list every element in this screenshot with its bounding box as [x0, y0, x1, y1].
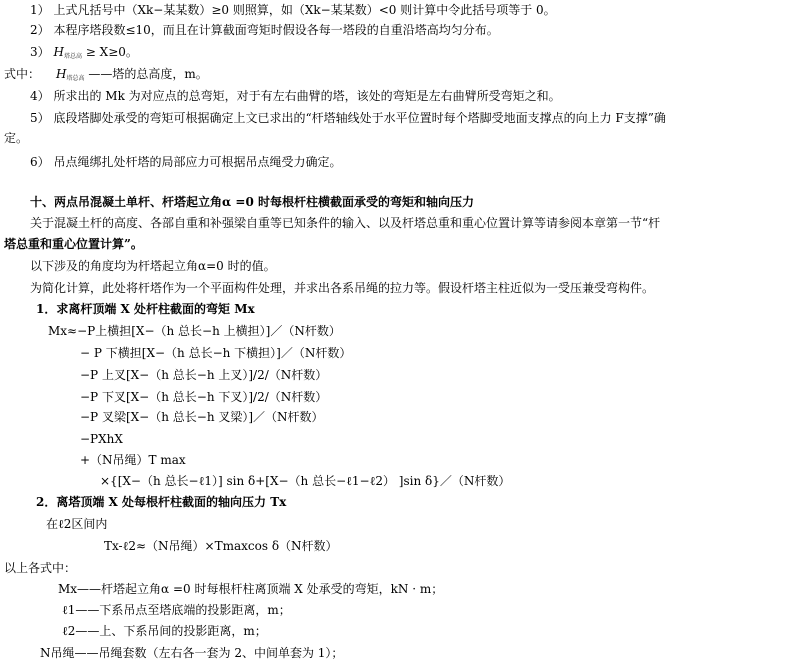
note-1: 1） 上式凡括号中（Xk−某某数）≥0 则照算，如（Xk−某某数）<0 则计算中令此括号项等于 0。	[30, 3, 556, 17]
where-def-H: $H_{塔总高}$ ——塔的总高度，m。	[56, 67, 208, 82]
formula-line-8: ×{[X−（h 总长−ℓ1）] sin δ+[X−（h 总长−ℓ1−ℓ2） ]sin δ}／（N杆数）	[100, 474, 511, 488]
section-heading: 十、两点吊混凝土单杆、杆塔起立角α =0 时每根杆柱横截面承受的弯矩和轴向压力	[30, 195, 474, 209]
note-4: 4） 所求出的 Mk 为对应点的总弯矩，对于有左右曲臂的塔，该处的弯矩是左右曲臂所受弯矩之和。	[30, 89, 561, 103]
section-intro-line1: 关于混凝土杆的高度、各部自重和补强梁自重等已知条件的输入、以及杆塔总重和重心位置计算等请参阅本章第一节“杆	[30, 216, 661, 230]
formula-line-2: − P 下横担[X−（h 总长−h 下横担）]／（N杆数）	[80, 346, 352, 360]
where-label: 式中：	[4, 67, 41, 81]
subsection-1-heading: 1．求离杆顶端 X 处杆柱截面的弯矩 Mx	[36, 302, 255, 316]
subsection-2-interval: 在ℓ2区间内	[46, 517, 108, 531]
section-para-2: 为简化计算，此处将杆塔作为一个平面构件处理，并求出各系吊绳的拉力等。假设杆塔主柱近似为一受压兼受弯构件。	[30, 281, 655, 295]
formula-line-1: Mx≈−P上横担[X−（h 总长−h 上横担）]／（N杆数）	[48, 324, 341, 338]
note-5: 5） 底段塔脚处承受的弯矩可根据确定上文已求出的“杆塔轴线处于水平位置时每个塔脚受地面支撑点的向上力 F支撑”确	[30, 111, 666, 125]
def-N: N吊绳——吊绳套数（左右各一套为 2、中间单套为 1）；	[40, 646, 344, 660]
formula-line-5: −P 叉梁[X−（h 总长−h 叉梁）]／（N杆数）	[80, 410, 324, 424]
def-Mx: Mx——杆塔起立角α =0 时每根杆柱离顶端 X 处承受的弯矩，kN · m；	[58, 582, 444, 596]
note-2: 2） 本程序塔段数≤10，而且在计算截面弯矩时假设各每一塔段的自重沿塔高均匀分布。	[30, 23, 499, 37]
formula-line-4: −P 下叉[X−（h 总长−h 下叉）]/2/（N杆数）	[80, 390, 328, 404]
def-l2: ℓ2——上、下系吊间的投影距离，m；	[62, 624, 267, 638]
formula-line-7: +（N吊绳）T max	[80, 453, 186, 467]
formula-line-3: −P 上叉[X−（h 总长−h 上叉）]/2/（N杆数）	[80, 368, 328, 382]
subsection-2-heading: 2．离塔顶端 X 处每根杆柱截面的轴向压力 Tx	[36, 495, 287, 509]
note-5-cont: 定。	[4, 131, 29, 145]
section-para-1: 以下涉及的角度均为杆塔起立角α=0 时的值。	[30, 259, 276, 273]
section-intro-line2: 塔总重和重心位置计算”。	[4, 237, 143, 251]
subsection-2-formula: Tx-ℓ2≈（N吊绳）×Tmaxcos δ（N杆数）	[104, 539, 338, 553]
note-6: 6） 吊点绳绑扎处杆塔的局部应力可根据吊点绳受力确定。	[30, 155, 342, 169]
note-3: 3） $H_{塔总高} \ge X\ge 0$。	[30, 45, 138, 60]
defs-label: 以上各式中：	[4, 561, 77, 575]
formula-line-6: −PXhX	[80, 432, 123, 446]
def-l1: ℓ1——下系吊点至塔底端的投影距离，m；	[62, 603, 291, 617]
